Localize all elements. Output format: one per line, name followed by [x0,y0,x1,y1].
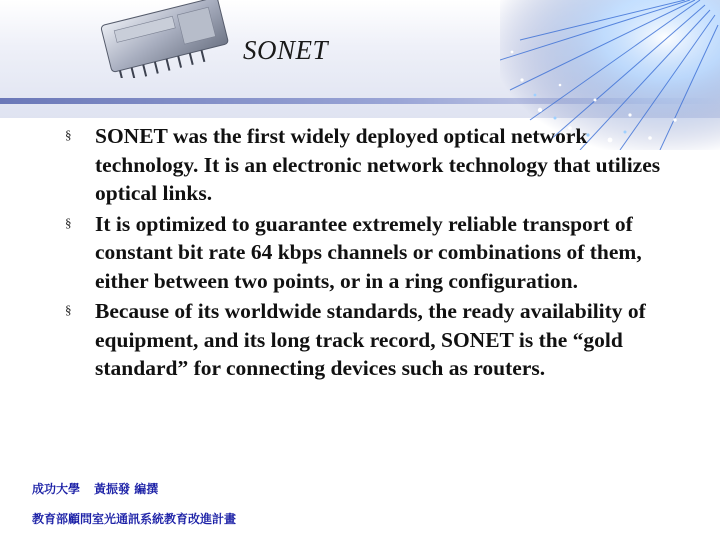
bullet-text: It is optimized to guarantee extremely reliable transport of constant bit rate 64 kbps channels or combinations of them, either between two points, or in a ring configuration. [95,211,642,293]
optical-transceiver-icon [88,0,248,78]
bullet-text: Because of its worldwide standards, the ready availability of equipment, and its long track record, SONET is the “gold standard” for connecting devices such as routers. [95,299,646,380]
footer [32,480,294,527]
slide-title: SONET [243,35,329,65]
bullet-list [60,122,670,385]
bullet-item [60,210,670,296]
bullet-text: SONET was the first widely deployed optical network technology. It is an electronic network technology that utilizes optical links. [95,124,661,205]
bullet-marker: § [65,214,72,230]
footer-school: 成功大學 [32,482,81,496]
bullet-item [60,122,670,208]
bullet-item [60,297,670,383]
bullet-marker: § [65,302,72,317]
footer-credit [32,480,294,497]
bullet-marker: § [65,127,72,142]
footer-program: 教育部顧問室光通訊系統教育改進計畫 [32,512,237,526]
footer-author: 黃振發 編撰 [94,482,159,496]
